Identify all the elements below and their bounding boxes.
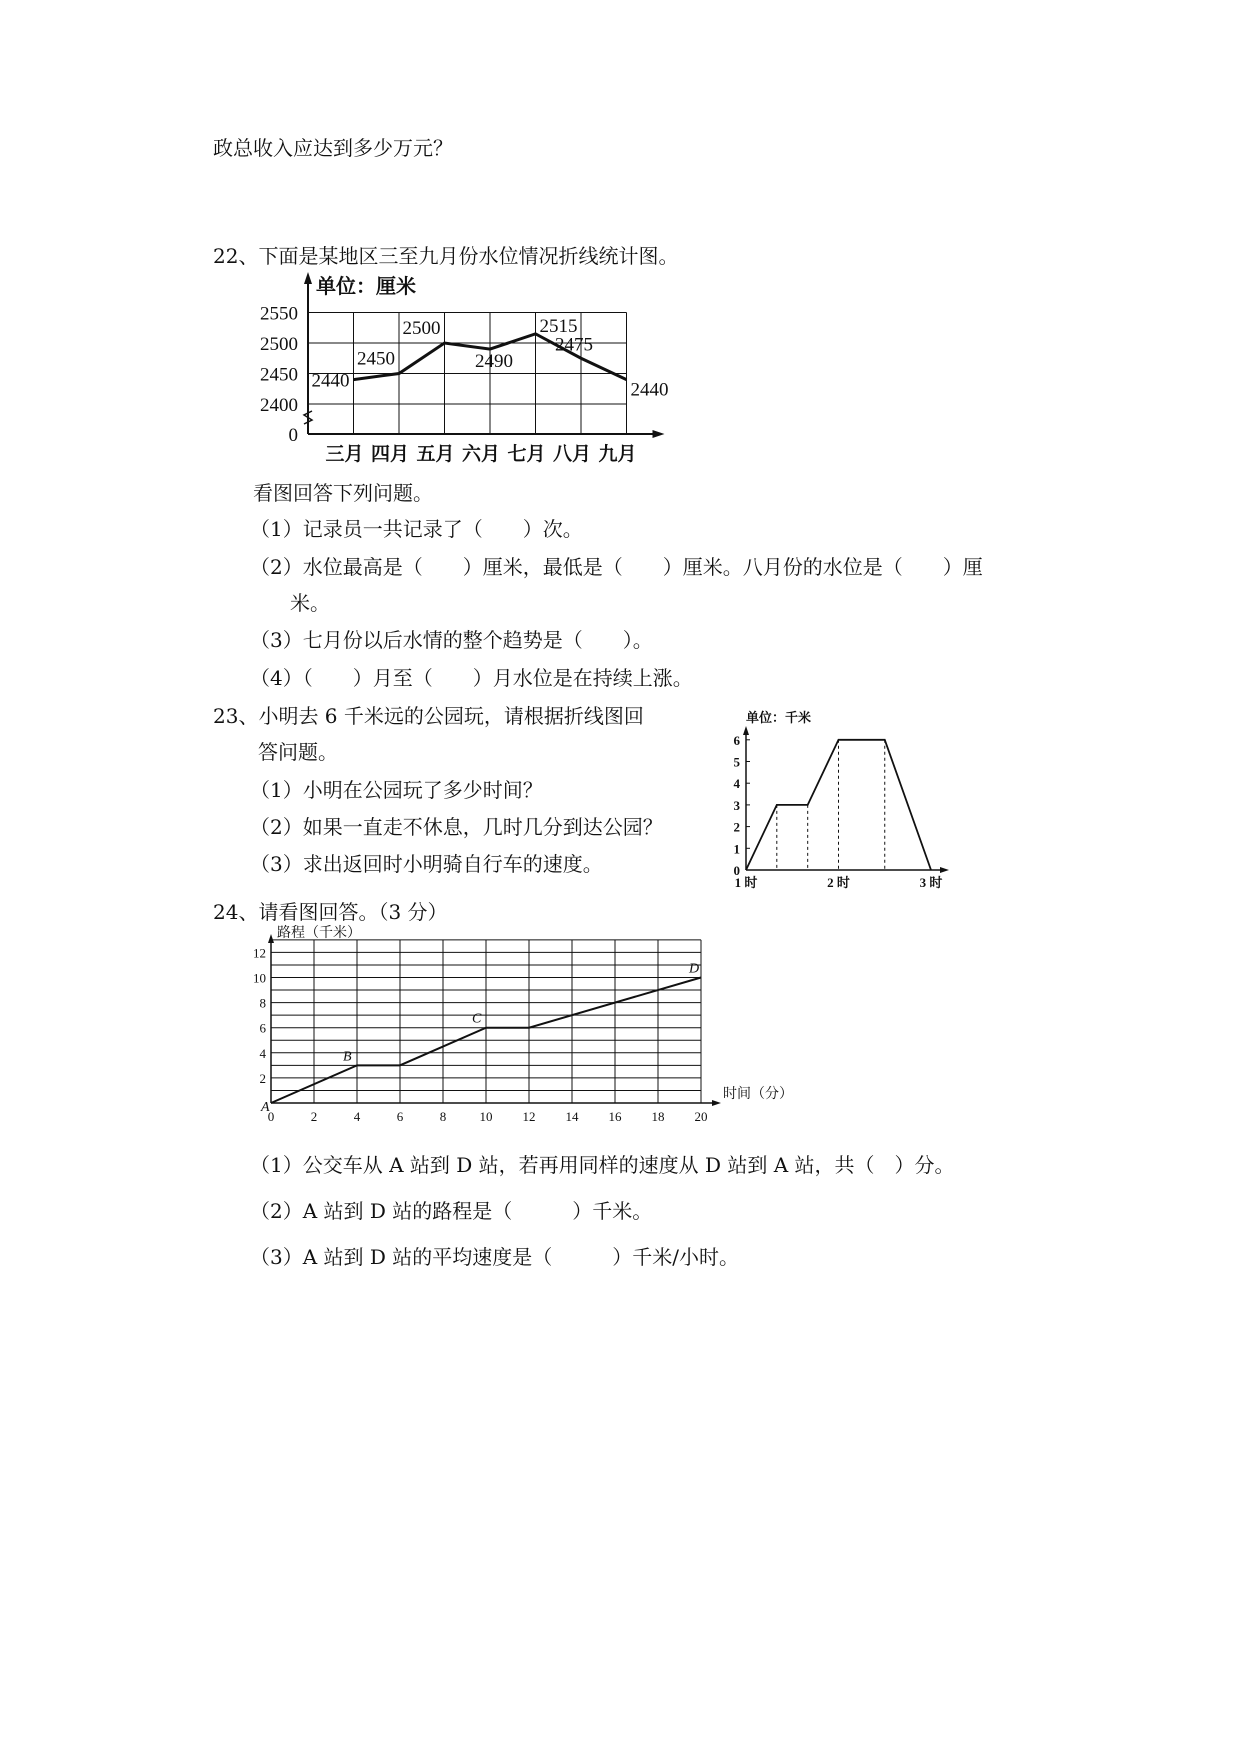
bus-distance-time-chart bbox=[250, 920, 810, 1135]
point-label-a: A bbox=[261, 1100, 270, 1115]
point-label-b: B bbox=[343, 1049, 352, 1065]
data-label: 2440 bbox=[630, 379, 669, 401]
q23-item-2: （2）如果一直走不休息，几时几分到达公园？ bbox=[250, 815, 663, 839]
y-tick-label: 3 bbox=[733, 797, 740, 813]
q22-item-1: （1）记录员一共记录了（ ）次。 bbox=[250, 517, 583, 541]
q24-item-1: （1）公交车从 A 站到 D 站，若再用同样的速度从 D 站到 A 站，共（ ）分。 bbox=[250, 1153, 955, 1177]
continuation-line: 政总收入应达到多少万元？ bbox=[213, 136, 453, 160]
x-axis-arrow bbox=[712, 1100, 721, 1106]
q23-title-line2: 答问题。 bbox=[258, 740, 338, 764]
y-tick-label: 2 bbox=[733, 819, 740, 835]
x-tick-label: 6 bbox=[396, 1109, 404, 1124]
y-tick-label: 0 bbox=[288, 425, 298, 446]
x-tick-label: 2 时 bbox=[827, 875, 850, 890]
y-axis-title: 路程（千米） bbox=[277, 926, 361, 941]
x-category-label: 九月 bbox=[598, 444, 637, 465]
x-tick-label: 16 bbox=[608, 1109, 622, 1124]
x-tick-label: 1 时 bbox=[734, 875, 758, 890]
unit-label: 单位：厘米 bbox=[316, 276, 416, 298]
x-axis-arrow bbox=[940, 867, 949, 873]
y-axis-arrow bbox=[268, 934, 274, 943]
y-tick-label: 10 bbox=[253, 970, 266, 986]
axis-break bbox=[304, 411, 312, 424]
y-tick-label: 6 bbox=[733, 732, 740, 748]
q22-title: 22、下面是某地区三至九月份水位情况折线统计图。 bbox=[213, 244, 679, 268]
data-label: 2450 bbox=[357, 348, 395, 370]
x-axis-arrow bbox=[653, 430, 665, 438]
x-category-label: 四月 bbox=[370, 444, 410, 465]
y-tick-label: 2 bbox=[259, 1070, 266, 1086]
x-tick-label: 8 bbox=[439, 1109, 447, 1124]
x-tick-label: 0 bbox=[267, 1109, 275, 1124]
x-category-label: 三月 bbox=[325, 444, 364, 465]
y-tick-label: 5 bbox=[733, 754, 740, 770]
x-tick-label: 20 bbox=[694, 1109, 708, 1124]
unit-label: 单位：千米 bbox=[746, 710, 812, 725]
x-tick-label: 14 bbox=[565, 1109, 579, 1124]
x-category-label: 七月 bbox=[507, 444, 546, 465]
y-tick-label: 2400 bbox=[260, 395, 298, 416]
q22-item-4: （4）（ ）月至（ ）月水位是在持续上涨。 bbox=[250, 666, 693, 690]
data-label: 2500 bbox=[402, 318, 441, 339]
data-label: 2515 bbox=[539, 315, 578, 337]
x-tick-label: 4 bbox=[353, 1109, 361, 1124]
y-tick-label: 6 bbox=[259, 1020, 266, 1036]
point-label-d: D bbox=[689, 961, 700, 977]
y-axis-arrow bbox=[304, 272, 312, 284]
y-tick-label: 2450 bbox=[260, 364, 298, 386]
grid-lines bbox=[271, 940, 701, 1103]
q23-item-1: （1）小明在公园玩了多少时间？ bbox=[250, 778, 543, 802]
q22-item-3: （3）七月份以后水情的整个趋势是（ ）。 bbox=[250, 628, 653, 652]
distance-time-chart-q23 bbox=[715, 706, 950, 892]
y-tick-label: 12 bbox=[253, 945, 266, 961]
y-tick-label: 4 bbox=[733, 776, 740, 792]
y-tick-label: 2550 bbox=[260, 303, 298, 325]
data-label: 2440 bbox=[311, 370, 350, 392]
x-tick-label: 2 bbox=[310, 1109, 318, 1124]
q22-item-2: （2）水位最高是（ ）厘米，最低是（ ）厘米。八月份的水位是（ ）厘 bbox=[250, 555, 983, 579]
y-tick-label: 2500 bbox=[260, 334, 298, 355]
y-tick-label: 8 bbox=[259, 995, 266, 1011]
y-tick-label: 4 bbox=[259, 1045, 266, 1061]
x-tick-label: 12 bbox=[522, 1109, 536, 1124]
data-label: 2475 bbox=[555, 334, 593, 356]
q23-item-3: （3）求出返回时小明骑自行车的速度。 bbox=[250, 852, 603, 876]
grid-lines bbox=[308, 313, 627, 435]
data-label: 2490 bbox=[475, 351, 513, 373]
y-axis-arrow bbox=[743, 726, 749, 735]
x-tick-label: 18 bbox=[651, 1109, 665, 1124]
x-tick-label: 3 时 bbox=[919, 875, 943, 890]
x-category-label: 八月 bbox=[552, 444, 592, 465]
q22-item-2-cont: 米。 bbox=[290, 591, 330, 615]
q23-title-line1: 23、小明去 6 千米远的公园玩，请根据折线图回 bbox=[213, 704, 644, 728]
x-category-label: 六月 bbox=[461, 444, 501, 465]
y-tick-label: 1 bbox=[733, 841, 740, 857]
point-label-c: C bbox=[472, 1011, 482, 1027]
x-tick-label: 10 bbox=[479, 1109, 493, 1124]
x-axis-title: 时间（分） bbox=[723, 1087, 793, 1102]
q22-prompt: 看图回答下列问题。 bbox=[253, 481, 433, 505]
q24-title: 24、请看图回答。（3 分） bbox=[213, 900, 448, 924]
x-category-label: 五月 bbox=[416, 444, 455, 465]
q24-item-3: （3）A 站到 D 站的平均速度是（ ）千米/小时。 bbox=[250, 1245, 740, 1269]
y-tick-label: 0 bbox=[733, 863, 740, 878]
q24-item-2: （2）A 站到 D 站的路程是（ ）千米。 bbox=[250, 1199, 653, 1223]
water-level-line-chart bbox=[240, 268, 700, 474]
